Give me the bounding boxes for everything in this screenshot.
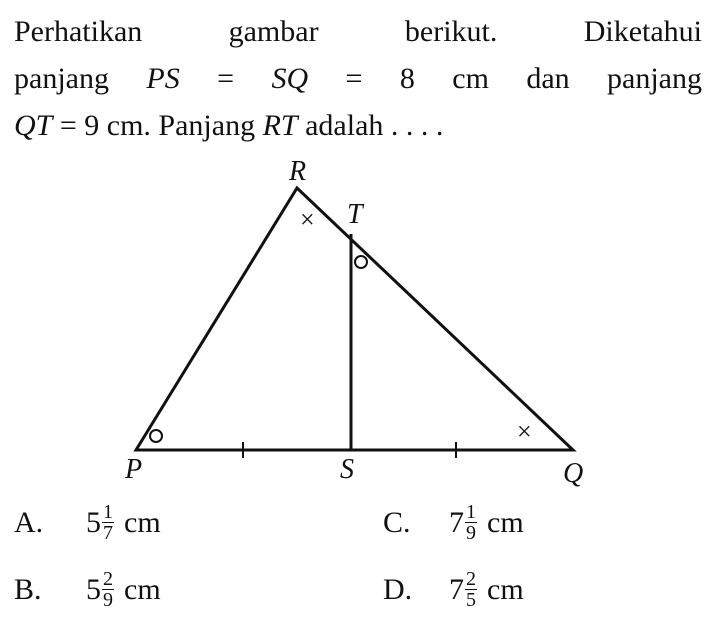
q-value: = 9 cm. Panjang xyxy=(59,109,256,142)
segment-rt: RT xyxy=(262,109,298,142)
q-value: = 8 cm xyxy=(345,62,489,95)
question-line-1: Perhatikan gambar berikut. Diketahui xyxy=(14,15,702,48)
option-d[interactable] xyxy=(383,567,524,613)
point-label-s: S xyxy=(340,454,354,485)
q-equals: = xyxy=(217,62,235,95)
option-fraction: $\frac{1}{9}$ xyxy=(466,500,476,544)
option-whole: 5 xyxy=(86,506,101,539)
point-label-t: T xyxy=(347,199,363,230)
option-letter: C. xyxy=(383,506,411,539)
option-unit: cm xyxy=(124,573,161,606)
q-word: adalah . . . . xyxy=(305,109,444,142)
option-a[interactable] xyxy=(14,500,161,546)
point-label-q: Q xyxy=(563,458,584,489)
option-whole: 7 xyxy=(449,506,464,539)
option-unit: cm xyxy=(124,506,161,539)
option-fraction: $\frac{1}{7}$ xyxy=(103,500,113,544)
angle-mark-r: × xyxy=(300,205,315,234)
option-unit: cm xyxy=(487,573,524,606)
option-letter: A. xyxy=(14,506,44,539)
option-whole: 7 xyxy=(449,573,464,606)
option-letter: D. xyxy=(383,573,413,606)
point-label-p: P xyxy=(125,454,143,485)
segment-ps: PS xyxy=(146,62,180,95)
option-b[interactable] xyxy=(14,567,161,613)
angle-mark-t xyxy=(355,256,367,268)
option-whole: 5 xyxy=(86,573,101,606)
q-word: dan panjang xyxy=(526,62,702,95)
segment-qt: QT xyxy=(14,109,53,142)
option-fraction: $\frac{2}{9}$ xyxy=(103,567,113,611)
option-c[interactable] xyxy=(383,500,524,546)
point-label-r: R xyxy=(289,156,307,187)
segment-sq: SQ xyxy=(271,62,309,95)
angle-mark-q: × xyxy=(517,417,532,446)
option-fraction: $\frac{2}{5}$ xyxy=(466,567,476,611)
angle-mark-p xyxy=(150,430,162,442)
option-unit: cm xyxy=(487,506,524,539)
q-word: panjang xyxy=(14,62,109,95)
option-letter: B. xyxy=(14,573,42,606)
